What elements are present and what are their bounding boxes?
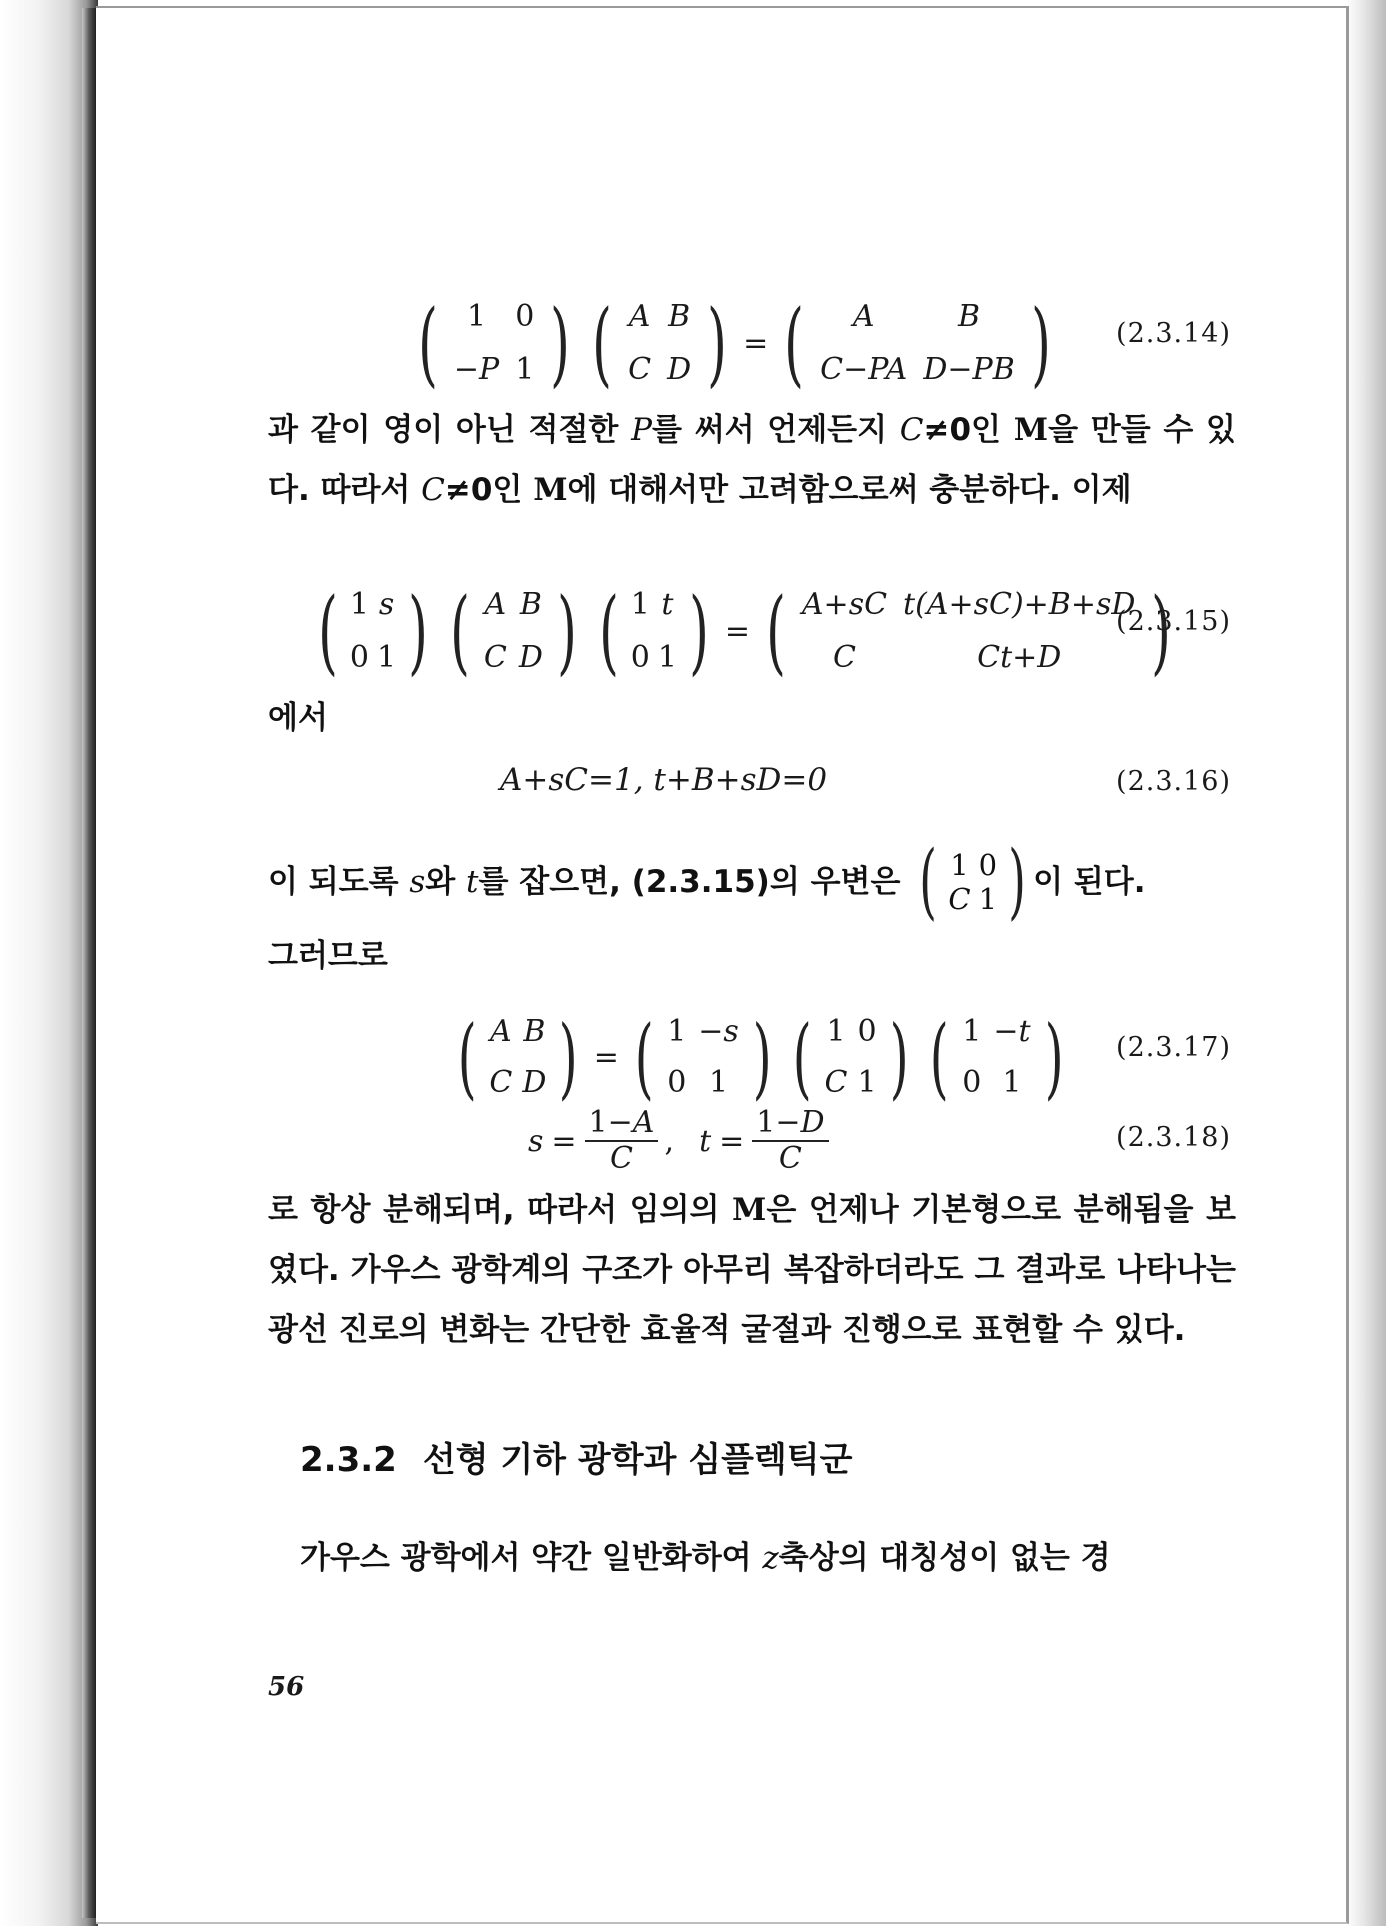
matrix: ( A B C D ) — [450, 578, 577, 685]
fraction: $\frac{1-A}{C}$ — [585, 1106, 659, 1176]
paragraph-3: 이 되도록 s와 t를 잡으면, (2.3.15)의 우변은 ( 1 0 C 1 ) 이 된다. — [268, 834, 1146, 929]
matrix: ( 1 −s 0 1 ) — [634, 1006, 772, 1109]
fraction: $\frac{1-D}{C}$ — [752, 1106, 828, 1176]
matrix: ( 1 0 C 1 ) — [792, 1006, 909, 1109]
matrix: ( A+sC t(A+sC)+B+sD C Ct+D ) — [766, 578, 1172, 685]
page-number: 56 — [268, 1672, 305, 1702]
paragraph-3-end: 이 된다. — [1033, 864, 1146, 900]
paragraph-2: 에서 — [268, 700, 328, 736]
section-title: 선형 기하 광학과 심플렉틱군 — [422, 1440, 853, 1480]
paragraph-1: 과 같이 영이 아닌 적절한 P를 써서 언제든지 C≠0인 M을 만들 수 있다. 따라서 C≠0인 M에 대해서만 고려함으로써 충분하다. 이제 — [268, 412, 1236, 508]
matrix: ( 1 −t 0 1 ) — [929, 1006, 1064, 1109]
section-heading — [300, 1432, 852, 1481]
matrix: ( A B C D ) — [592, 290, 727, 397]
matrix: ( A B C−PA D−PB ) — [784, 290, 1051, 397]
equation-number: (2.3.16) — [1116, 766, 1231, 797]
equation-number: (2.3.18) — [1116, 1122, 1231, 1153]
equation-number: (2.3.14) — [1116, 318, 1231, 349]
paragraph-5: 로 항상 분해되며, 따라서 임의의 M은 언제나 기본형으로 분해됨을 보였다. 가우스 광학계의 구조가 아무리 복잡하더라도 그 결과로 나타나는 광선 진로의 변화는 간단한 효율적 굴절과 진행으로 표현할 수 있다. — [268, 1192, 1236, 1348]
scan-right-shadow — [1346, 0, 1386, 1926]
equation-number: (2.3.17) — [1116, 1032, 1231, 1063]
matrix: ( A B C D ) — [457, 1006, 578, 1109]
paragraph-6: 가우스 광학에서 약간 일반화하여 z축상의 대칭성이 없는 경 — [300, 1540, 1111, 1576]
equation-number: (2.3.15) — [1116, 606, 1231, 637]
equation-body: A+sC=1, t+B+sD=0 — [500, 762, 828, 798]
matrix: ( 1 s 0 1 ) — [318, 578, 428, 685]
matrix: ( 1 0 C 1 ) — [919, 834, 1026, 929]
paragraph-4: 그러므로 — [268, 938, 388, 974]
section-number: 2.3.2 — [300, 1440, 397, 1480]
matrix: ( 1 0 −P 1 ) — [418, 290, 571, 397]
page-binding-edge — [82, 8, 96, 1918]
matrix: ( 1 t 0 1 ) — [598, 578, 709, 685]
